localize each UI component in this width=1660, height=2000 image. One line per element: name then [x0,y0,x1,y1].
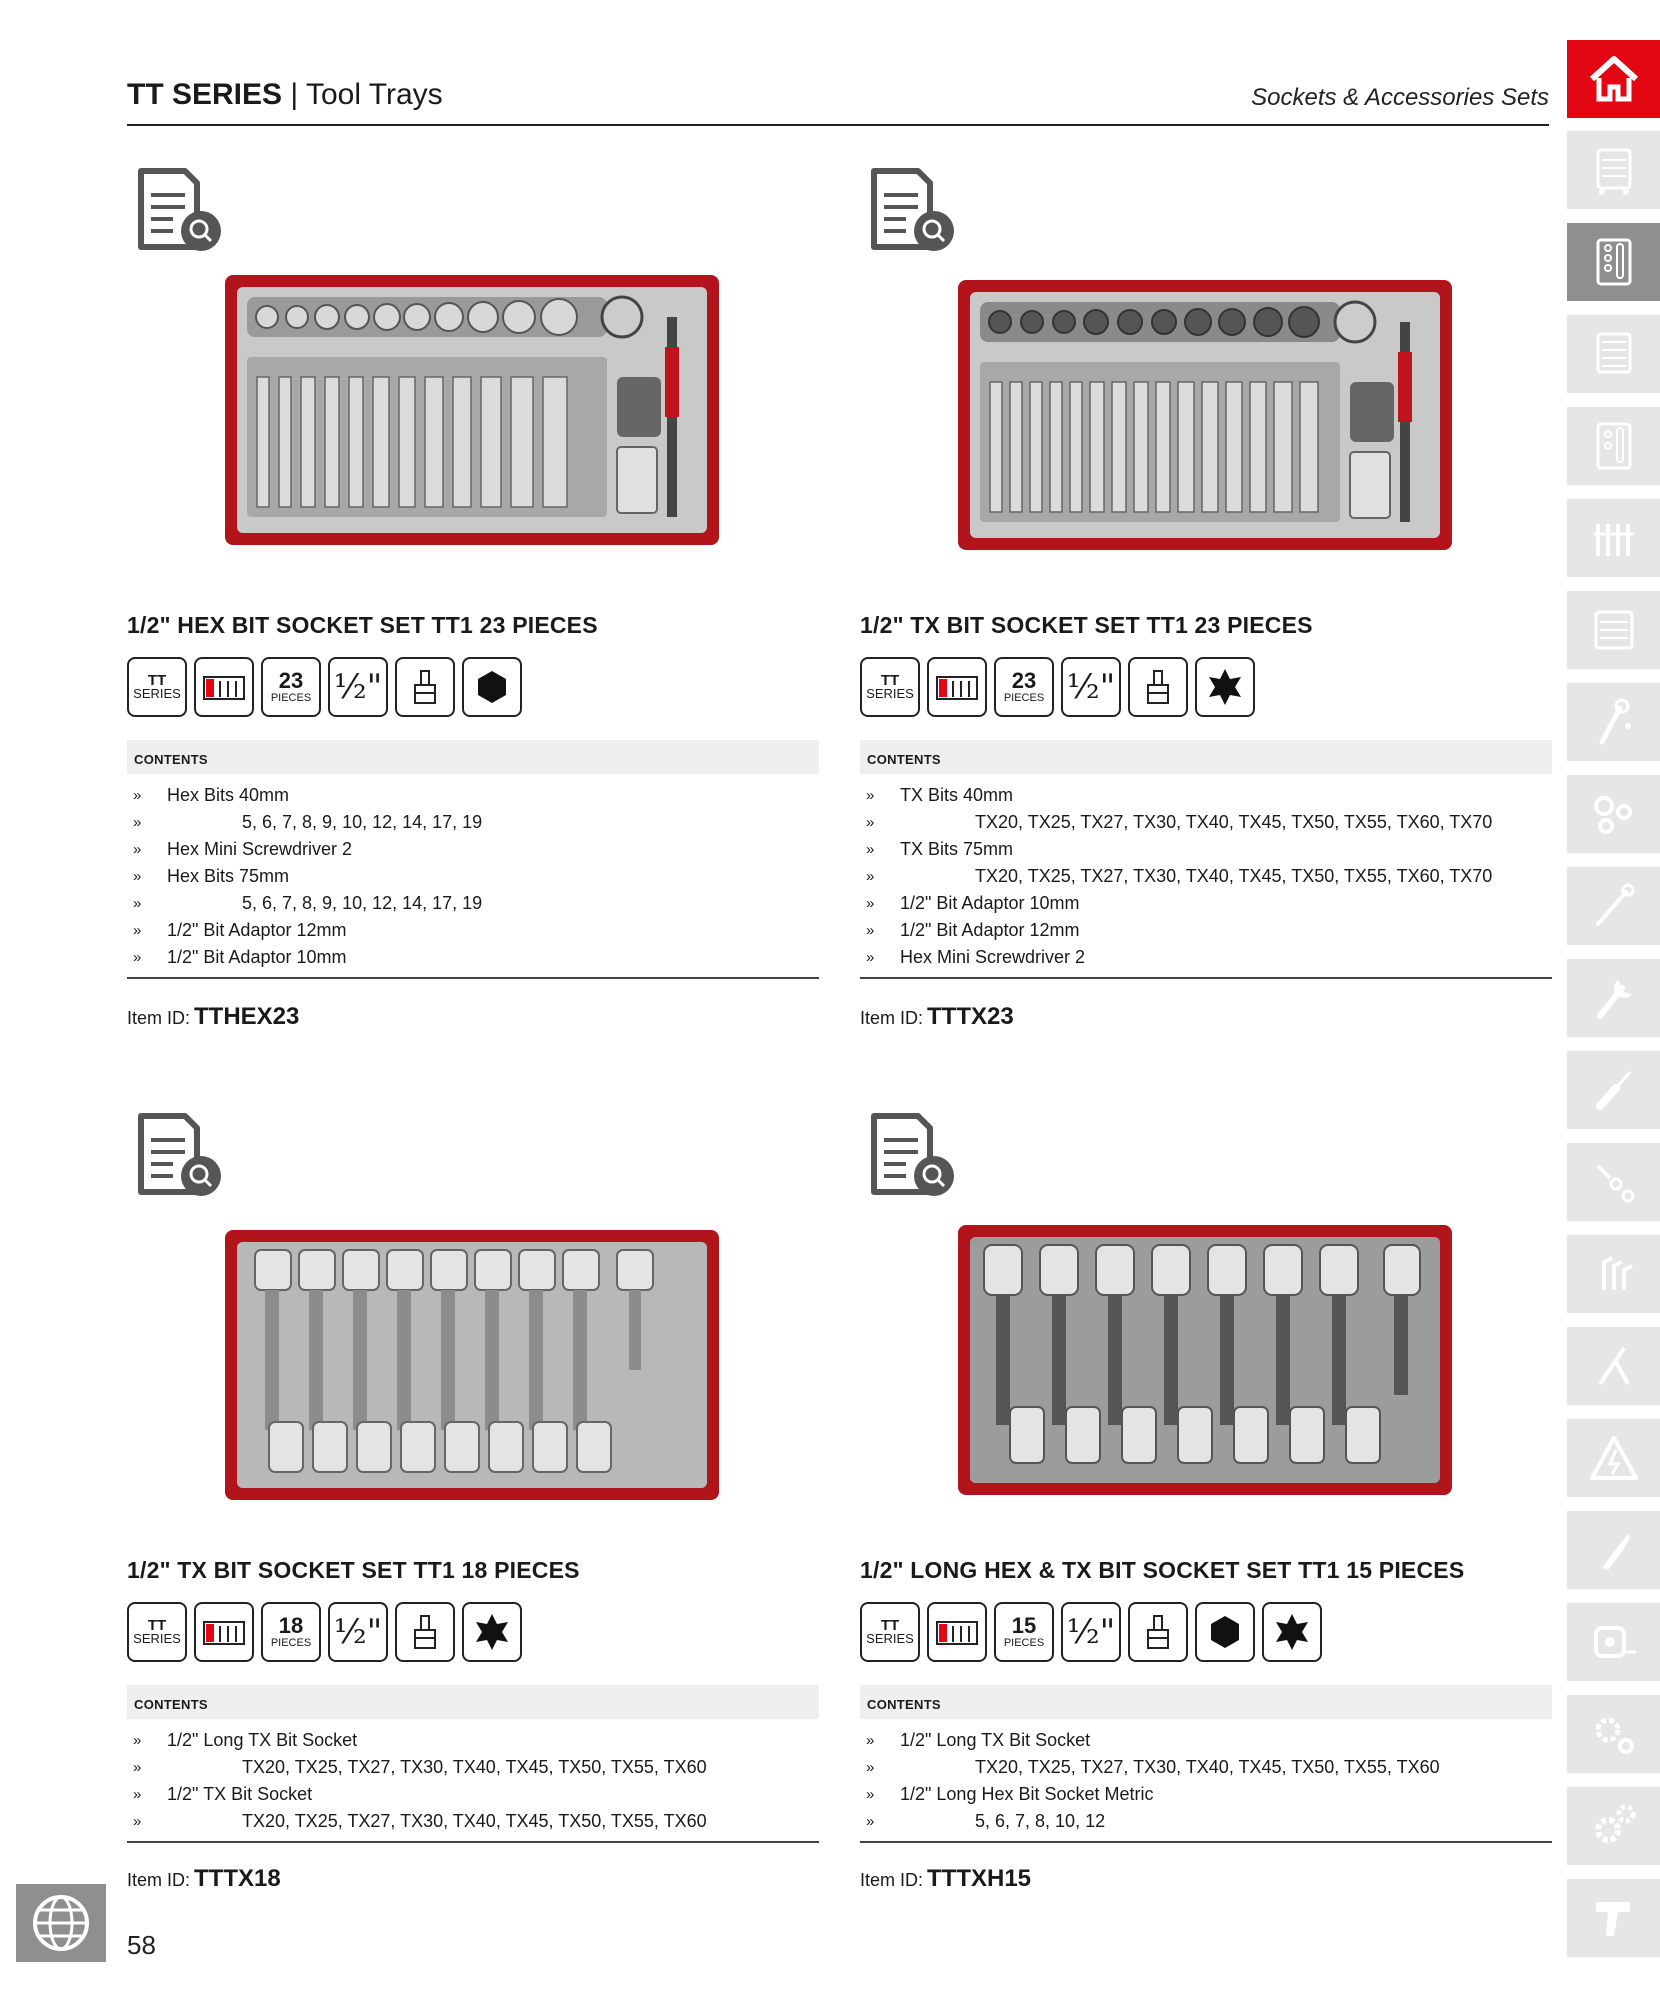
series-badge-top: TT [147,1617,167,1634]
torx-profile-icon [1270,1610,1314,1654]
pieces-label: PIECES [270,1637,312,1649]
section-title: Sockets & Accessories Sets [1251,84,1549,111]
torx-profile-icon [470,1610,514,1654]
page-number: 58 [127,1930,156,1960]
torx-profile-icon [1203,665,1247,709]
product-card [127,165,819,1035]
insulated-icon [1586,1430,1642,1486]
contents-item: » TX Bits 75mm [860,836,1552,863]
tray-illustration [970,1237,1440,1483]
series-badge [860,657,920,717]
item-id [860,1865,1031,1893]
sidebar-tab-roller-cabinets[interactable] [1567,315,1660,393]
series-badge-bottom: SERIES [133,1631,181,1646]
socket-type-badge [1128,657,1188,717]
tray-illustration [237,1242,707,1488]
contents-item-text: 1/2" Long TX Bit Socket [167,1730,358,1750]
socket-type-badge [395,1602,455,1662]
contents-item-text: TX20, TX25, TX27, TX30, TX40, TX45, TX50, TX55, TX60 [242,1811,707,1831]
power-tool-icon [1586,1890,1642,1946]
sidebar-tab-ratchets[interactable] [1567,683,1660,761]
contents-item: » 5, 6, 7, 8, 9, 10, 12, 14, 17, 19 [127,809,819,836]
series-badge-top: TT [880,1617,900,1634]
profile-badge [462,657,522,717]
contents-heading: CONTENTS [127,740,819,774]
tray-size-badge [927,1602,987,1662]
pieces-count: 15 [1011,1613,1037,1638]
pieces-count: 18 [278,1613,304,1638]
series-badge-bottom: SERIES [866,686,914,701]
sidebar-tab-pliers[interactable] [1567,1327,1660,1405]
hex-keys-icon [1586,1246,1642,1302]
product-image [225,1230,719,1500]
series-badge-top: TT [880,672,900,689]
product-name: 1/2" HEX BIT SOCKET SET TT1 23 PIECES [127,612,598,638]
contents-heading: CONTENTS [860,740,1552,774]
product-card [860,165,1552,1035]
drive-size-badge [1061,657,1121,717]
category-sidebar [1567,40,1660,1960]
sidebar-tab-sockets[interactable] [1567,775,1660,853]
contents-item-text: 1/2" Long Hex Bit Socket Metric [900,1784,1154,1804]
drive-size-badge [328,1602,388,1662]
sidebar-tab-cutting[interactable] [1567,1511,1660,1589]
sidebar-tab-hex-keys[interactable] [1567,1235,1660,1313]
product-name: 1/2" LONG HEX & TX BIT SOCKET SET TT1 15 PIECES [860,1557,1465,1583]
sidebar-tab-bits[interactable] [1567,1143,1660,1221]
pieces-badge [994,1602,1054,1662]
product-name: 1/2" TX BIT SOCKET SET TT1 23 PIECES [860,612,1313,638]
datasheet-icon[interactable] [137,1110,223,1200]
pieces-count: 23 [1011,668,1037,693]
item-id-code: TTTXH15 [927,1865,1032,1892]
socket-type-badge [1128,1602,1188,1662]
datasheet-icon[interactable] [870,165,956,255]
contents-table [860,740,1552,979]
contents-item: » TX20, TX25, TX27, TX30, TX40, TX45, TX50, TX55, TX60 [127,1754,819,1781]
pieces-badge [261,657,321,717]
product-name: 1/2" TX BIT SOCKET SET TT1 18 PIECES [127,1557,580,1583]
pliers-icon [1586,1338,1642,1394]
item-id [860,1003,1014,1031]
contents-item-text: 1/2" Bit Adaptor 10mm [900,893,1080,913]
tray-size-icon [202,665,246,709]
contents-item: » 1/2" Long TX Bit Socket [860,1727,1552,1754]
product-card [127,1110,819,1910]
item-id-code: TTTX18 [194,1865,281,1892]
sidebar-tab-automotive[interactable] [1567,1695,1660,1773]
contents-item-text: 5, 6, 7, 8, 9, 10, 12, 14, 17, 19 [242,893,483,913]
contents-list [127,774,819,977]
contents-heading: CONTENTS [860,1685,1552,1719]
pieces-count: 23 [278,668,304,693]
page-title [127,78,443,112]
contents-item-text: TX20, TX25, TX27, TX30, TX40, TX45, TX50, TX55, TX60, TX70 [975,866,1493,886]
bit-socket-icon [1136,1610,1180,1654]
globe-button[interactable] [16,1884,106,1962]
title-separator: | [290,78,299,111]
tray-size-icon [935,665,979,709]
contents-item-text: 1/2" TX Bit Socket [167,1784,313,1804]
contents-item: » 5, 6, 7, 8, 10, 12 [860,1808,1552,1835]
sidebar-tab-wrench-racks[interactable] [1567,499,1660,577]
contents-item: » 1/2" Bit Adaptor 12mm [127,917,819,944]
product-image [225,275,719,545]
contents-list [127,1719,819,1841]
series-badge [860,1602,920,1662]
series-badge-bottom: SERIES [133,686,181,701]
item-id [127,1865,281,1893]
drive-size: ½" [333,667,383,707]
contents-item: » 1/2" Bit Adaptor 12mm [860,917,1552,944]
product-image [958,280,1452,550]
bit-socket-icon [1136,665,1180,709]
badge-row [860,657,1255,717]
tray-size-badge [927,657,987,717]
pieces-label: PIECES [270,692,312,704]
tray-illustration [970,292,1440,538]
contents-item-text: TX20, TX25, TX27, TX30, TX40, TX45, TX50, TX55, TX60 [975,1757,1440,1777]
series-badge-bottom: SERIES [866,1631,914,1646]
automotive-icon [1586,1706,1642,1762]
sidebar-tab-gears[interactable] [1567,1787,1660,1865]
sidebar-tab-screwdrivers[interactable] [1567,1051,1660,1129]
tray-size-icon [935,1610,979,1654]
contents-item: » Hex Bits 75mm [127,863,819,890]
sidebar-tab-tray-modules[interactable] [1567,407,1660,485]
contents-item: » Hex Mini Screwdriver 2 [127,836,819,863]
contents-table [127,1685,819,1843]
tray-size-badge [194,1602,254,1662]
contents-item: » TX20, TX25, TX27, TX30, TX40, TX45, TX50, TX55, TX60, TX70 [860,809,1552,836]
globe-icon [30,1892,92,1954]
contents-item: » TX20, TX25, TX27, TX30, TX40, TX45, TX50, TX55, TX60 [860,1754,1552,1781]
contents-item: » 1/2" Long Hex Bit Socket Metric [860,1781,1552,1808]
tool-cabinet-icon [1586,142,1642,198]
page-header [127,78,1549,126]
item-id-label: Item ID: [127,1008,191,1028]
home-icon [1586,51,1642,107]
drive-size: ½" [333,1612,383,1652]
gears-icon [1586,1798,1642,1854]
product-image [958,1225,1452,1495]
bit-socket-icon [403,1610,447,1654]
pieces-badge [261,1602,321,1662]
contents-item: » 5, 6, 7, 8, 9, 10, 12, 14, 17, 19 [127,890,819,917]
datasheet-icon[interactable] [870,1110,956,1200]
contents-item-text: TX20, TX25, TX27, TX30, TX40, TX45, TX50, TX55, TX60 [242,1757,707,1777]
tray-size-icon [202,1610,246,1654]
tool-tray-icon [1586,234,1642,290]
item-id-label: Item ID: [860,1008,924,1028]
product-card [860,1110,1552,1910]
socket-type-badge [395,657,455,717]
sidebar-tab-torque[interactable] [1567,867,1660,945]
spanner-icon [1586,970,1642,1026]
sidebar-tab-cabinets[interactable] [1567,131,1660,209]
contents-item-text: TX Bits 75mm [900,839,1014,859]
badge-row [860,1602,1322,1662]
sidebar-tab-home[interactable] [1567,40,1660,118]
contents-item: » 1/2" TX Bit Socket [127,1781,819,1808]
hex-profile-icon [1203,1610,1247,1654]
sockets-icon [1586,786,1642,842]
badge-row [127,1602,522,1662]
sidebar-tab-spanners[interactable] [1567,959,1660,1037]
drive-size-badge [328,657,388,717]
sidebar-tab-measuring[interactable] [1567,1603,1660,1681]
contents-item: » 1/2" Bit Adaptor 10mm [127,944,819,971]
badge-row [127,657,522,717]
sidebar-tab-power-tools[interactable] [1567,1879,1660,1957]
pieces-badge [994,657,1054,717]
contents-item: » Hex Bits 40mm [127,782,819,809]
tray-size-badge [194,657,254,717]
bit-socket-icon [403,665,447,709]
series-badge [127,1602,187,1662]
title-subtitle: Tool Trays [305,78,443,111]
profile-badge [1195,1602,1255,1662]
contents-item-text: Hex Bits 75mm [167,866,290,886]
item-id-label: Item ID: [127,1870,191,1890]
roller-cabinet-icon [1586,326,1642,382]
sidebar-tab-chests[interactable] [1567,591,1660,669]
contents-item-text: Hex Bits 40mm [167,785,290,805]
profile-badge [1262,1602,1322,1662]
tray-illustration [237,287,707,533]
sidebar-tab-tool-trays[interactable] [1567,223,1660,301]
contents-item-text: Hex Mini Screwdriver 2 [167,839,353,859]
series-badge-top: TT [147,672,167,689]
contents-item-text: 1/2" Bit Adaptor 10mm [167,947,347,967]
sidebar-tab-insulated[interactable] [1567,1419,1660,1497]
contents-item-text: 1/2" Bit Adaptor 12mm [900,920,1080,940]
contents-item: » TX20, TX25, TX27, TX30, TX40, TX45, TX50, TX55, TX60, TX70 [860,863,1552,890]
item-id [127,1003,299,1031]
contents-list [860,774,1552,977]
contents-list [860,1719,1552,1841]
bits-icon [1586,1154,1642,1210]
contents-item: » 1/2" Long TX Bit Socket [127,1727,819,1754]
drive-size: ½" [1066,667,1116,707]
title-series: TT SERIES [127,78,283,111]
drive-size-badge [1061,1602,1121,1662]
contents-item: » TX Bits 40mm [860,782,1552,809]
profile-badge [1195,657,1255,717]
drive-size: ½" [1066,1612,1116,1652]
screwdriver-icon [1586,1062,1642,1118]
item-id-code: TTHEX23 [194,1003,300,1030]
hex-profile-icon [470,665,514,709]
tape-measure-icon [1586,1614,1642,1670]
contents-item-text: 1/2" Long TX Bit Socket [900,1730,1091,1750]
profile-badge [462,1602,522,1662]
series-badge [127,657,187,717]
contents-item-text: 1/2" Bit Adaptor 12mm [167,920,347,940]
wrench-rack-icon [1586,510,1642,566]
contents-table [860,1685,1552,1843]
contents-heading: CONTENTS [127,1685,819,1719]
item-id-code: TTTX23 [927,1003,1014,1030]
ratchet-icon [1586,694,1642,750]
datasheet-icon[interactable] [137,165,223,255]
chest-icon [1586,602,1642,658]
contents-item-text: TX Bits 40mm [900,785,1014,805]
pieces-label: PIECES [1003,1637,1045,1649]
contents-item: » Hex Mini Screwdriver 2 [860,944,1552,971]
contents-item-text: Hex Mini Screwdriver 2 [900,947,1086,967]
contents-item-text: 5, 6, 7, 8, 10, 12 [975,1811,1106,1831]
knife-icon [1586,1522,1642,1578]
pieces-label: PIECES [1003,692,1045,704]
contents-table [127,740,819,979]
contents-item-text: 5, 6, 7, 8, 9, 10, 12, 14, 17, 19 [242,812,483,832]
item-id-label: Item ID: [860,1870,924,1890]
contents-item: » 1/2" Bit Adaptor 10mm [860,890,1552,917]
tool-tray-2-icon [1586,418,1642,474]
contents-item-text: TX20, TX25, TX27, TX30, TX40, TX45, TX50, TX55, TX60, TX70 [975,812,1493,832]
contents-item: » TX20, TX25, TX27, TX30, TX40, TX45, TX50, TX55, TX60 [127,1808,819,1835]
torque-wrench-icon [1586,878,1642,934]
